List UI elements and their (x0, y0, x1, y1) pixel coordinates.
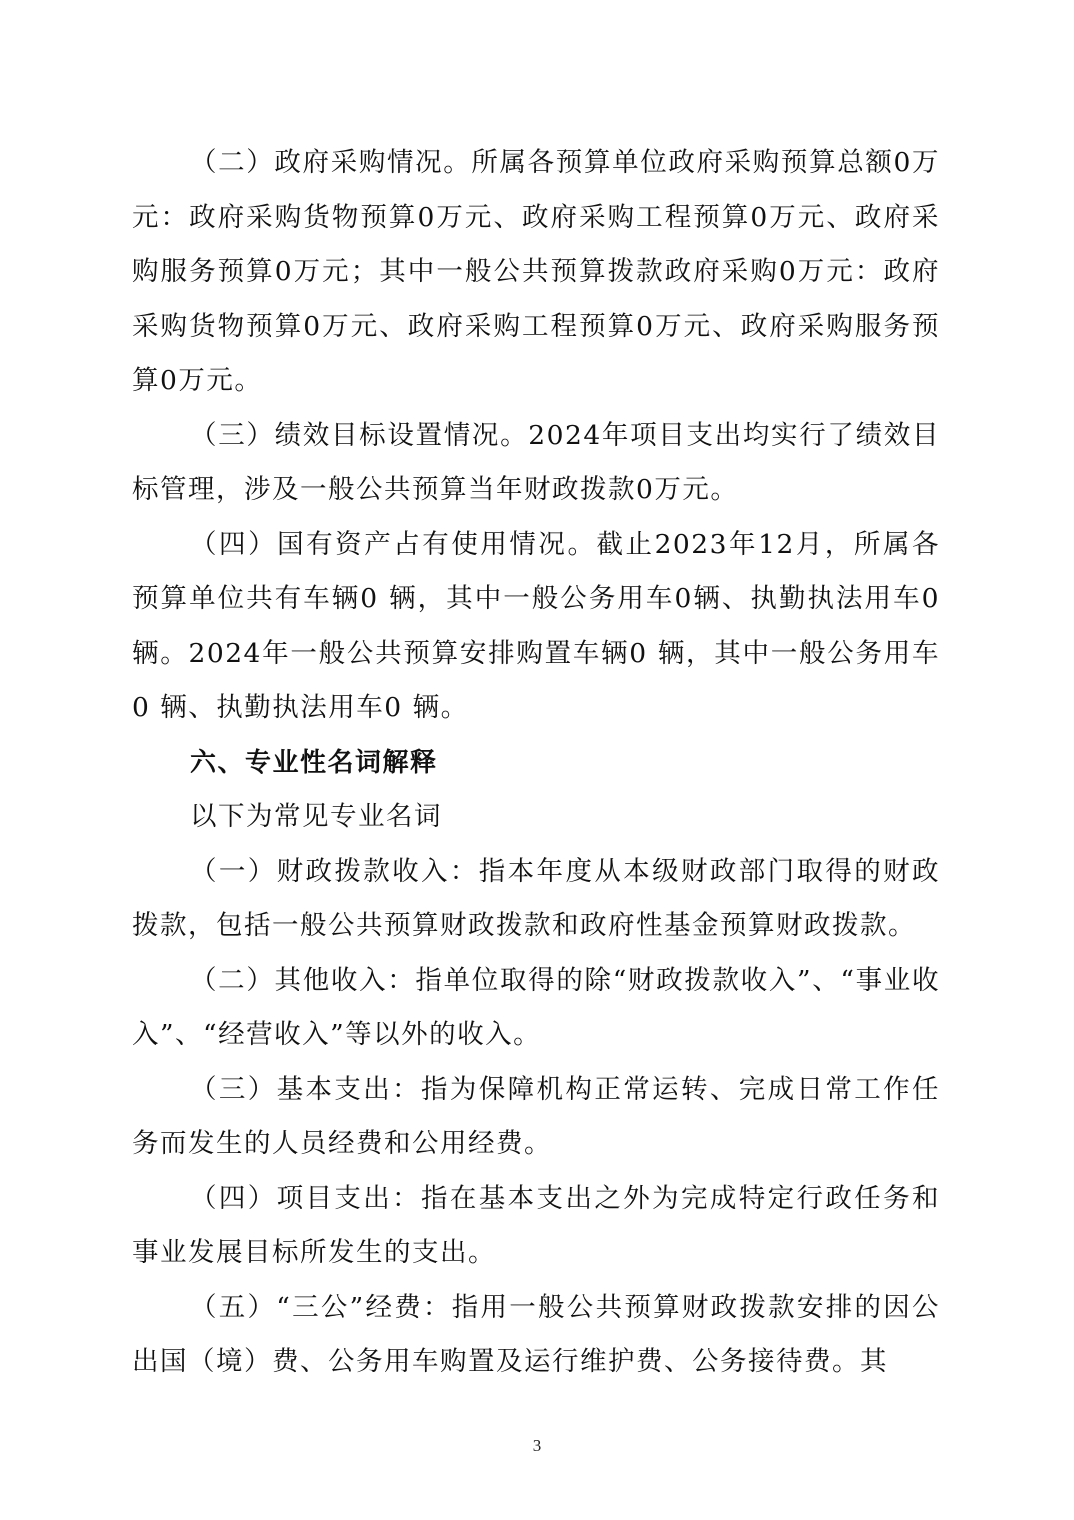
section-heading-terminology: 六、专业性名词解释 (190, 747, 438, 778)
paragraph-government-procurement: （二）政府采购情况。所属各预算单位政府采购预算总额0万元：政府采购货物预算0万元、政府采购工程预算0万元、政府采购服务预算0万元；其中一般公共预算拨款政府采购0万元：政府采购货物预算0万元、政府采购工程预算0万元、政府采购服务预算0万元。 (132, 147, 940, 396)
definition-basic-expenditure: （三）基本支出：指为保障机构正常运转、完成日常工作任务而发生的人员经费和公用经费。 (132, 1073, 940, 1159)
definition-fiscal-appropriation-income: （一）财政拨款收入：指本年度从本级财政部门取得的财政拨款，包括一般公共预算财政拨款和政府性基金预算财政拨款。 (132, 855, 940, 941)
page-number: 3 (532, 1436, 542, 1455)
paragraph-performance-targets: （三）绩效目标设置情况。2024年项目支出均实行了绩效目标管理，涉及一般公共预算当年财政拨款0万元。 (132, 419, 940, 505)
paragraph-state-assets: （四）国有资产占有使用情况。截止2023年12月，所属各预算单位共有车辆0 辆，其中一般公务用车0辆、执勤执法用车0 辆。2024年一般公共预算安排购置车辆0 辆，其中一般公务用车0 辆、执勤执法用车0 辆。 (132, 528, 940, 723)
definition-other-income: （二）其他收入：指单位取得的除“财政拨款收入”、“事业收入”、“经营收入”等以外的收入。 (132, 964, 940, 1050)
document-body (132, 136, 940, 1390)
definition-three-public-expenses: （五）“三公”经费：指用一般公共预算财政拨款安排的因公出国（境）费、公务用车购置及运行维护费、公务接待费。其 (132, 1291, 940, 1377)
paragraph-terminology-intro: 以下为常见专业名词 (190, 801, 442, 832)
definition-project-expenditure: （四）项目支出：指在基本支出之外为完成特定行政任务和事业发展目标所发生的支出。 (132, 1182, 940, 1268)
